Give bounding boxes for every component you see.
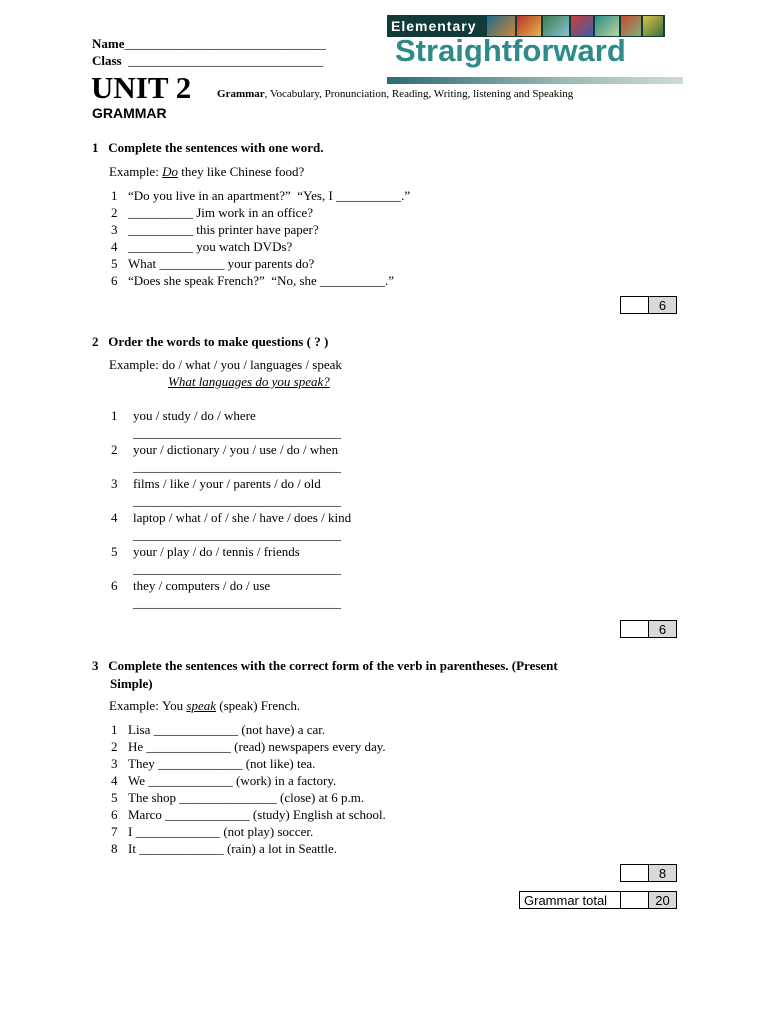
list-item[interactable] (111, 221, 410, 238)
logo-level: Elementary (391, 18, 477, 34)
logo-underbar (387, 77, 683, 84)
class-field[interactable] (92, 53, 323, 69)
list-item[interactable] (111, 577, 351, 594)
item-number: 2 (111, 442, 118, 457)
item-number: 6 (111, 807, 118, 822)
item-number: 8 (111, 841, 118, 856)
item-text: __________ you watch DVDs? (128, 239, 293, 254)
example-rest: (speak) French. (219, 698, 301, 713)
exercise2-instruction: Order the words to make questions ( ? ) (108, 334, 329, 349)
list-item[interactable] (111, 204, 410, 221)
example-answer: speak (186, 698, 217, 713)
item-text: laptop / what / of / she / have / does / kind (133, 510, 352, 525)
answer-line[interactable]: ________________________________ (133, 425, 341, 440)
example-pre: You (162, 698, 184, 713)
exercise2-example (109, 357, 342, 373)
item-text: __________ this printer have paper? (128, 222, 319, 237)
answer-line[interactable]: ________________________________ (133, 493, 341, 508)
logo-wordmark-area (387, 33, 683, 77)
exercise1-score-max: 6 (648, 296, 677, 314)
example-label: Example: (109, 698, 159, 713)
item-text: __________ Jim work in an office? (128, 205, 313, 220)
exercise3-list (111, 721, 386, 857)
class-blank[interactable]: ______________________________ (128, 53, 324, 68)
list-item[interactable] (111, 755, 386, 772)
list-item[interactable] (111, 806, 386, 823)
item-number: 6 (111, 273, 118, 288)
list-item[interactable] (111, 543, 351, 560)
exercise1-example (109, 164, 304, 180)
answer-line[interactable]: ________________________________ (133, 527, 341, 542)
example-label: Example: (109, 357, 159, 372)
list-item[interactable] (111, 441, 351, 458)
example-rest: they like Chinese food? (181, 164, 305, 179)
exercise2-number: 2 (92, 334, 99, 349)
item-text: your / dictionary / you / use / do / when (133, 442, 339, 457)
answer-line[interactable]: ________________________________ (133, 595, 341, 610)
exercise2-list (111, 407, 351, 611)
list-item[interactable] (111, 272, 410, 289)
list-item[interactable] (111, 789, 386, 806)
item-number: 5 (111, 544, 118, 559)
exercise2-score-input[interactable] (620, 620, 649, 638)
list-item[interactable] (111, 187, 410, 204)
name-label: Name (92, 36, 125, 51)
item-text: Marco _____________ (study) English at school. (128, 807, 386, 822)
item-number: 1 (111, 408, 118, 423)
exercise3-number: 3 (92, 658, 99, 673)
name-field[interactable] (92, 36, 326, 52)
list-item[interactable] (111, 721, 386, 738)
item-number: 4 (111, 239, 118, 254)
exercise1-instruction: Complete the sentences with one word. (108, 140, 324, 155)
unit-title: UNIT 2 (91, 70, 192, 105)
exercise3-instruction-2: Simple) (110, 676, 153, 691)
exercise1-number: 1 (92, 140, 99, 155)
list-item[interactable] (111, 509, 351, 526)
item-text: “Does she speak French?” “No, she __________.” (128, 273, 395, 288)
item-number: 5 (111, 256, 118, 271)
item-text: films / like / your / parents / do / old (133, 476, 321, 491)
exercise3-score-input[interactable] (620, 864, 649, 882)
example-answer: Do (162, 164, 178, 179)
section-title: GRAMMAR (92, 105, 167, 121)
exercise2-heading (92, 334, 328, 350)
exercise2-example-answer: What languages do you speak? (168, 374, 330, 389)
example-words: do / what / you / languages / speak (162, 357, 342, 372)
list-item[interactable] (111, 407, 351, 424)
straightforward-logo (387, 15, 683, 85)
item-text: We _____________ (work) in a factory. (128, 773, 337, 788)
item-text: I _____________ (not play) soccer. (128, 824, 314, 839)
example-label: Example: (109, 164, 159, 179)
exercise3-example (109, 698, 300, 714)
list-item[interactable] (111, 772, 386, 789)
item-text: they / computers / do / use (133, 578, 271, 593)
logo-brand: Straightforward (395, 33, 626, 68)
item-number: 1 (111, 188, 118, 203)
skills-rest: , Vocabulary, Pronunciation, Reading, Writing, listening and Speaking (264, 88, 574, 100)
item-text: The shop _______________ (close) at 6 p.m. (128, 790, 365, 805)
exercise1-score-input[interactable] (620, 296, 649, 314)
item-number: 5 (111, 790, 118, 805)
name-blank[interactable]: _______________________________ (124, 36, 326, 51)
answer-line[interactable]: ________________________________ (133, 561, 341, 576)
item-text: He _____________ (read) newspapers every day. (128, 739, 386, 754)
exercise2-score-max: 6 (648, 620, 677, 638)
grammar-total-max: 20 (648, 891, 677, 909)
item-text: your / play / do / tennis / friends (133, 544, 300, 559)
item-number: 1 (111, 722, 118, 737)
item-text: They _____________ (not like) tea. (128, 756, 316, 771)
exercise3-score-max: 8 (648, 864, 677, 882)
item-number: 2 (111, 205, 118, 220)
grammar-total-label: Grammar total (519, 891, 621, 909)
list-item[interactable] (111, 475, 351, 492)
class-label: Class (92, 53, 122, 68)
item-text: Lisa _____________ (not have) a car. (128, 722, 326, 737)
skills-bold: Grammar (217, 88, 265, 100)
list-item[interactable] (111, 255, 410, 272)
item-text: you / study / do / where (133, 408, 256, 423)
unit-skills (217, 88, 573, 100)
list-item[interactable] (111, 823, 386, 840)
list-item[interactable] (111, 238, 410, 255)
exercise1-list (111, 187, 410, 289)
list-item[interactable] (111, 738, 386, 755)
item-number: 6 (111, 578, 118, 593)
exercise3-heading (92, 657, 558, 693)
item-text: What __________ your parents do? (128, 256, 315, 271)
exercise3-instruction-1: Complete the sentences with the correct form of the verb in parentheses. (Present (108, 658, 558, 673)
item-number: 2 (111, 739, 118, 754)
exercise1-heading (92, 140, 323, 156)
item-text: It _____________ (rain) a lot in Seattle. (128, 841, 338, 856)
item-number: 4 (111, 510, 118, 525)
item-text: “Do you live in an apartment?” “Yes, I __________.” (128, 188, 411, 203)
item-number: 4 (111, 773, 118, 788)
item-number: 3 (111, 222, 118, 237)
list-item[interactable] (111, 840, 386, 857)
item-number: 7 (111, 824, 118, 839)
answer-line[interactable]: ________________________________ (133, 459, 341, 474)
item-number: 3 (111, 476, 118, 491)
item-number: 3 (111, 756, 118, 771)
grammar-total-input[interactable] (620, 891, 649, 909)
